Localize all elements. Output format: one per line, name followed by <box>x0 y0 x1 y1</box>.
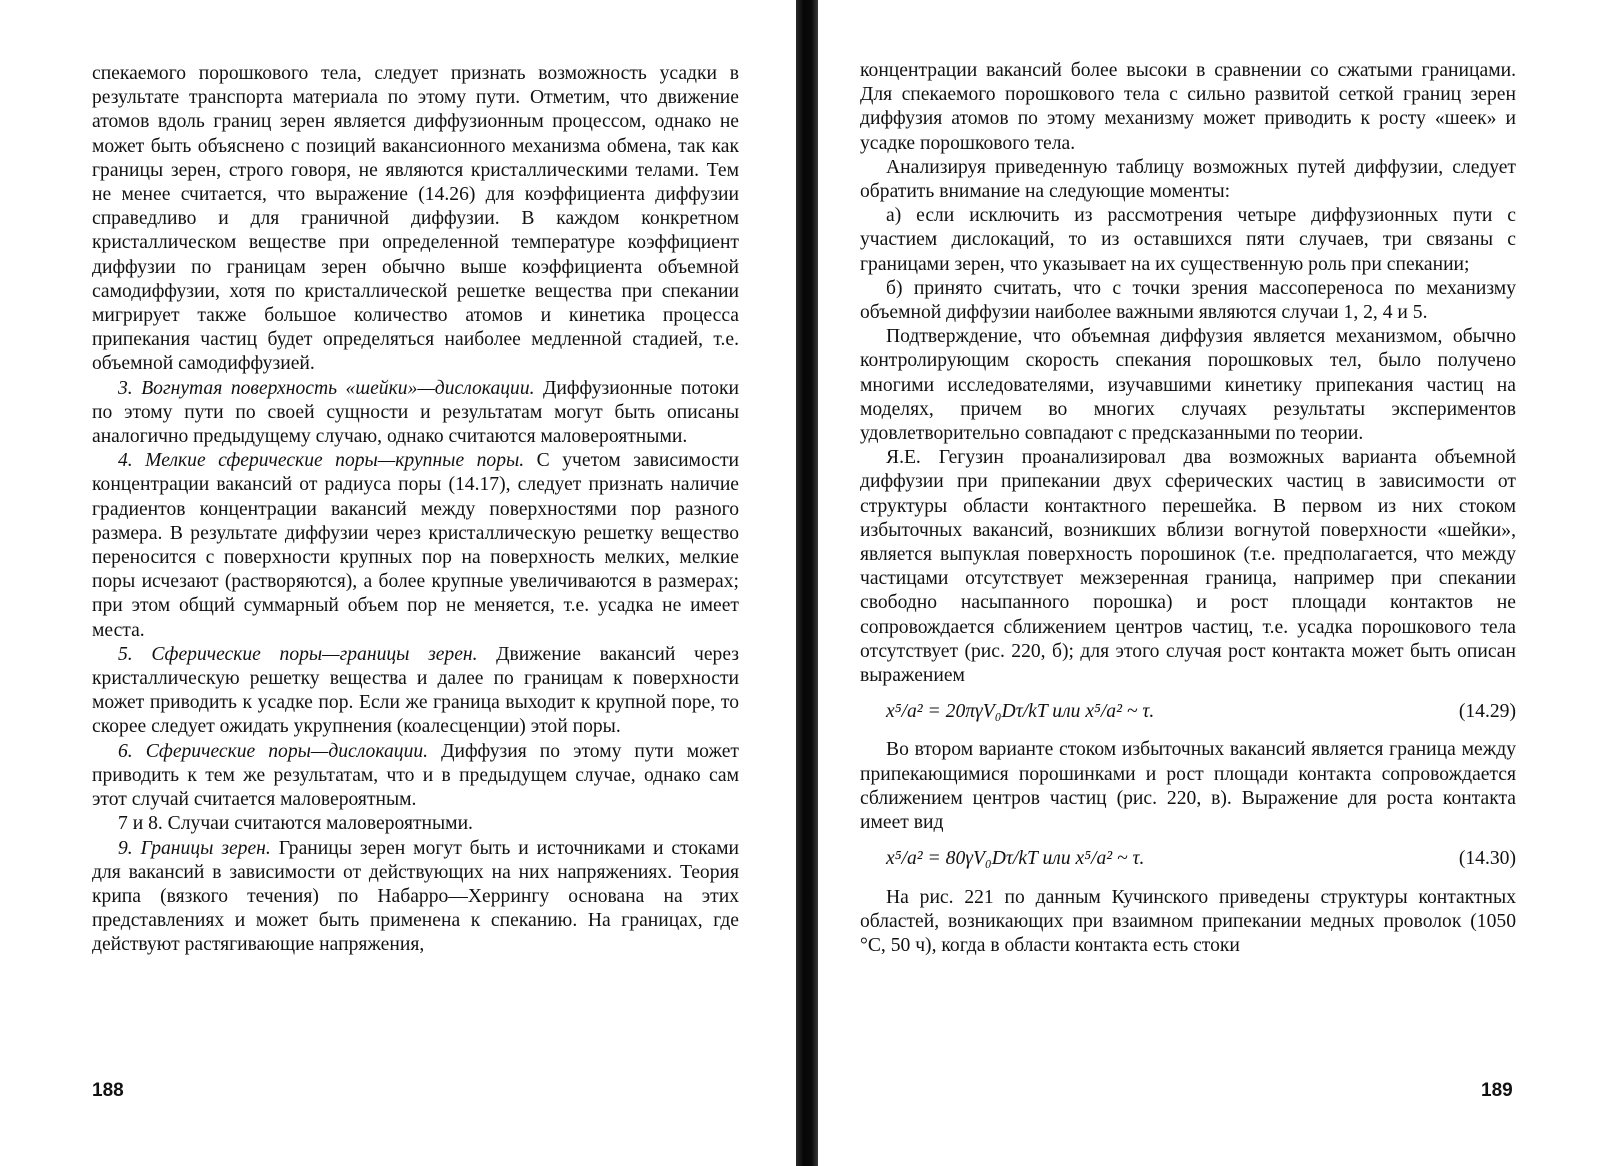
paragraph: 4. Мелкие сферические поры—крупные поры. С учетом зависимости концентрации вакансий от радиуса поры (14.17), следует признать наличие градиентов концентрации вакансий между поверхностями пор разного размера. В результате диффузии через кристаллическую решетку вещество переносится с поверхности крупных пор на поверхность мелких, мелкие поры исчезают (растворяются), а более крупные увеличиваются в размерах; при этом общий суммарный объем пор не меняется, т.е. усадка не имеет места. <box>92 450 739 641</box>
left-page <box>0 0 790 1166</box>
paragraph: Подтверждение, что объемная диффузия является механизмом, обычно контролирующим скорость спекания порошковых тел, было получено многими исследователями, изучавшими кинетику припекания частиц на моделях, причем во многих случаях результаты экспериментов удовлетворительно совпадают с предсказанными по теории. <box>860 326 1516 445</box>
paragraph: 9. Границы зерен. Границы зерен могут быть и источниками и стоками для вакансий в зависимости от действующих на них напряжениях. Теория крипа (вязкого течения) по Набарро—Херрингу основана на этих представлениях и может быть применена к спеканию. На границах, где действуют растягивающие напряжения, <box>92 837 739 956</box>
paragraph: Анализируя приведенную таблицу возможных путей диффузии, следует обратить внимание на следующие моменты: <box>860 156 1516 203</box>
paragraph: концентрации вакансий более высоки в сравнении со сжатыми границами. Для спекаемого порошкового тела с сильно развитой сеткой границ зерен диффузия атомов по этому механизму может приводить к росту «шеек» и усадке порошкового тела. <box>860 60 1516 154</box>
paragraph: спекаемого порошкового тела, следует признать возможность усадки в результате транспорта материала по этому пути. Отметим, что движение атомов вдоль границ зерен является диффузионным процессом, однако не может быть объяснено с позиций вакансионного механизма обмена, так как границы зерен, строго говоря, не являются кристаллическими телами. Тем не менее считается, что выражение (14.26) для коэффициента диффузии справедливо и для граничной диффузии. В каждом конкретном кристаллическом веществе при определенной температуре коэффициент диффузии по границам зерен обычно выше коэффициента объемной самодиффузии, хотя по кристаллической решетке вещества при спекании мигрирует также большое количество атомов и кинетика процесса припекания частиц будет определяться наиболее медленной стадией, т.е. объемной самодиффузией. <box>92 63 739 375</box>
formula: x⁵/a² = 80γV₀Dτ/kT или x⁵/a² ~ τ. <box>886 848 1145 870</box>
paragraph: Я.Е. Гегузин проанализировал два возможных варианта объемной диффузии при припекании двух сферических частиц в зависимости от структуры области контактного перешейка. В первом из них стоком избыточных вакансий, возникших вблизи вогнутой поверхности «шейки», является выпуклая поверхность порошинок (т.е. предполагается, что между частицами отсутствует межзеренная граница, например при спекании свободно насыпанного порошка) и рост площади контактов не сопровождается сближением центров частиц, т.е. усадка порошкового тела отсутствует (рис. 220, б); для этого случая рост контакта может быть описан выражением <box>860 447 1516 687</box>
book-spine <box>796 0 818 1166</box>
paragraph-heading: 4. Мелкие сферические поры—крупные поры. <box>118 450 525 472</box>
paragraph: Во втором варианте стоком избыточных вакансий является граница между припекающимися порошинками и рост площади контакта сопровождается сближением центров частиц (рис. 220, в). Выражение для роста контакта имеет вид <box>860 739 1516 834</box>
paragraph: 6. Сферические поры—дислокации. Диффузия по этому пути может приводить к тем же результатам, что и в предыдущем случае, однако сам этот случай считается маловероятным. <box>92 740 739 811</box>
page-number: 189 <box>1481 1080 1513 1101</box>
paragraph: б) принято считать, что с точки зрения массопереноса по механизму объемной диффузии наиболее важными являются случаи 1, 2, 4 и 5. <box>860 277 1516 324</box>
paragraph: 3. Вогнутая поверхность «шейки»—дислокации. Диффузионные потоки по этому пути по своей сущности и результатам могут быть описаны аналогично предыдущему случаю, однако считаются маловероятными. <box>92 377 739 448</box>
paragraph-heading: 9. Границы зерен. <box>118 837 271 859</box>
left-page-text <box>92 62 739 958</box>
paragraph: На рис. 221 по данным Кучинского приведены структуры контактных областей, возникающих при взаимном припекании медных проволок (1050 °С, 50 ч), когда в области контакта есть стоки <box>860 886 1516 956</box>
paragraph: а) если исключить из рассмотрения четыре диффузионных пути с участием дислокаций, то из оставшихся пяти случаев, три связаны с границами зерен, что указывает на их существенную роль при спекании; <box>860 205 1516 275</box>
paragraph-heading: 5. Сферические поры—границы зерен. <box>118 643 478 665</box>
paragraph: 5. Сферические поры—границы зерен. Движение вакансий через кристаллическую решетку вещества и далее по границам к поверхности может приводить к усадке пор. Если же граница выходит к крупной поре, то скорее следует ожидать укрупнения (коалесценции) этой поры. <box>92 643 739 738</box>
equation-14-29 <box>860 700 1516 724</box>
equation-14-30 <box>860 847 1516 871</box>
right-page <box>820 0 1601 1166</box>
right-page-text <box>860 59 1516 958</box>
paragraph-heading: 6. Сферические поры—дислокации. <box>118 740 429 762</box>
page-number: 188 <box>92 1080 124 1101</box>
equation-number: (14.30) <box>1458 848 1516 870</box>
formula: x⁵/a² = 20πγV₀Dτ/kT или x⁵/a² ~ τ. <box>886 701 1155 723</box>
paragraph-heading: 3. Вогнутая поверхность «шейки»—дислокации. <box>118 377 535 399</box>
paragraph: 7 и 8. Случаи считаются маловероятными. <box>118 813 473 835</box>
equation-number: (14.29) <box>1458 701 1516 723</box>
